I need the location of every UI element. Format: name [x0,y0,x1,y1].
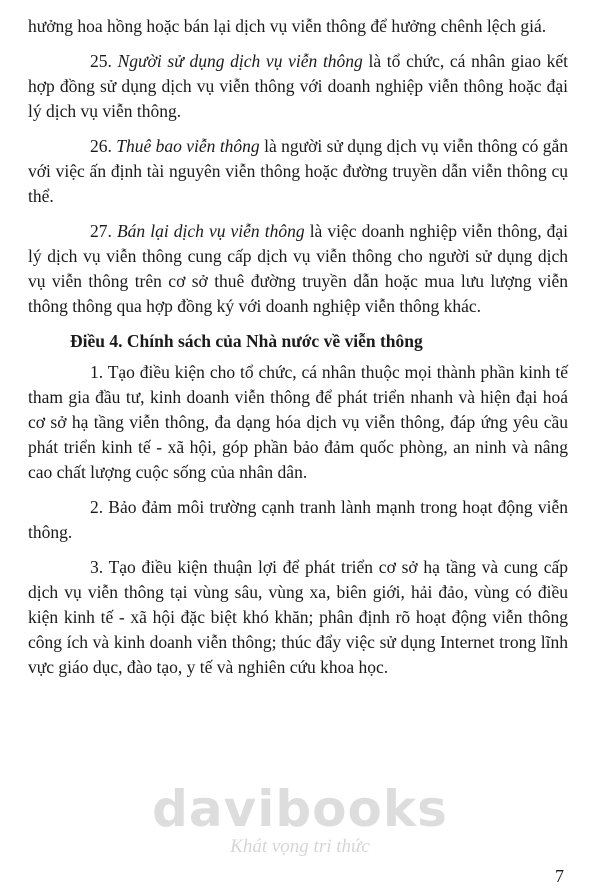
article-item-1: 1. Tạo điều kiện cho tổ chức, cá nhân thuộc mọi thành phần kinh tế tham gia đầu tư, kinh doanh viễn thông để phát triển nhanh và hiện đại hoá cơ sở hạ tầng viễn thông, đa dạng hóa dịch vụ viễn thông, đáp ứng yêu cầu phát triển kinh tế - xã hội, góp phần bảo đảm quốc phòng, an ninh và nâng cao chất lượng cuộc sống của nhân dân. [28,362,568,482]
definition-text: là người sử dụng dịch vụ viễn thông có gắn với việc ấn định tài nguyên viễn thông hoặc đường truyền dẫn viễn thông cụ thể. [28,136,568,206]
definition-25 [28,49,568,124]
paragraph-continuation [28,14,568,39]
definition-26 [28,134,568,209]
definition-text: là tổ chức, cá nhân giao kết hợp đồng sử dụng dịch vụ viễn thông với doanh nghiệp viễn thông hoặc đại lý dịch vụ viễn thông. [28,51,569,121]
page-number: 7 [555,866,564,886]
definition-number: 27. [90,221,112,241]
watermark-brand: davibooks [152,780,448,838]
definition-27 [28,219,568,319]
watermark [150,782,450,858]
definition-number: 26. [90,136,112,156]
article-item-2: 2. Bảo đảm môi trường cạnh tranh lành mạnh trong hoạt động viễn thông. [28,497,568,542]
definition-term: Thuê bao viễn thông [116,136,260,156]
article-heading: Điều 4. Chính sách của Nhà nước về viễn thông [70,331,423,351]
article-item-3: 3. Tạo điều kiện thuận lợi để phát triển cơ sở hạ tầng và cung cấp dịch vụ viễn thông tại vùng sâu, vùng xa, biên giới, hải đảo, vùng có điều kiện kinh tế - xã hội đặc biệt khó khăn; phân định rõ hoạt động viễn thông công ích và kinh doanh viễn thông; thúc đẩy việc sử dụng Internet trong lĩnh vực giáo dục, đào tạo, y tế và nghiên cứu khoa học. [28,557,568,677]
paragraph-text: hưởng hoa hồng hoặc bán lại dịch vụ viễn thông để hưởng chênh lệch giá. [28,16,547,36]
definition-number: 25. [90,51,112,71]
definition-term: Bán lại dịch vụ viễn thông [116,221,305,241]
watermark-slogan: Khát vọng tri thức [230,836,370,857]
definition-term: Người sử dụng dịch vụ viễn thông [117,51,363,71]
document-page [28,14,568,690]
definition-text: là việc doanh nghiệp viễn thông, đại lý dịch vụ viễn thông cung cấp dịch vụ viễn thông cho người sử dụng dịch vụ viễn thông trên cơ sở thuê đường truyền dẫn hoặc mua lưu lượng viễn thông thông qua hợp đồng ký với doanh nghiệp viễn thông khác. [28,221,569,316]
